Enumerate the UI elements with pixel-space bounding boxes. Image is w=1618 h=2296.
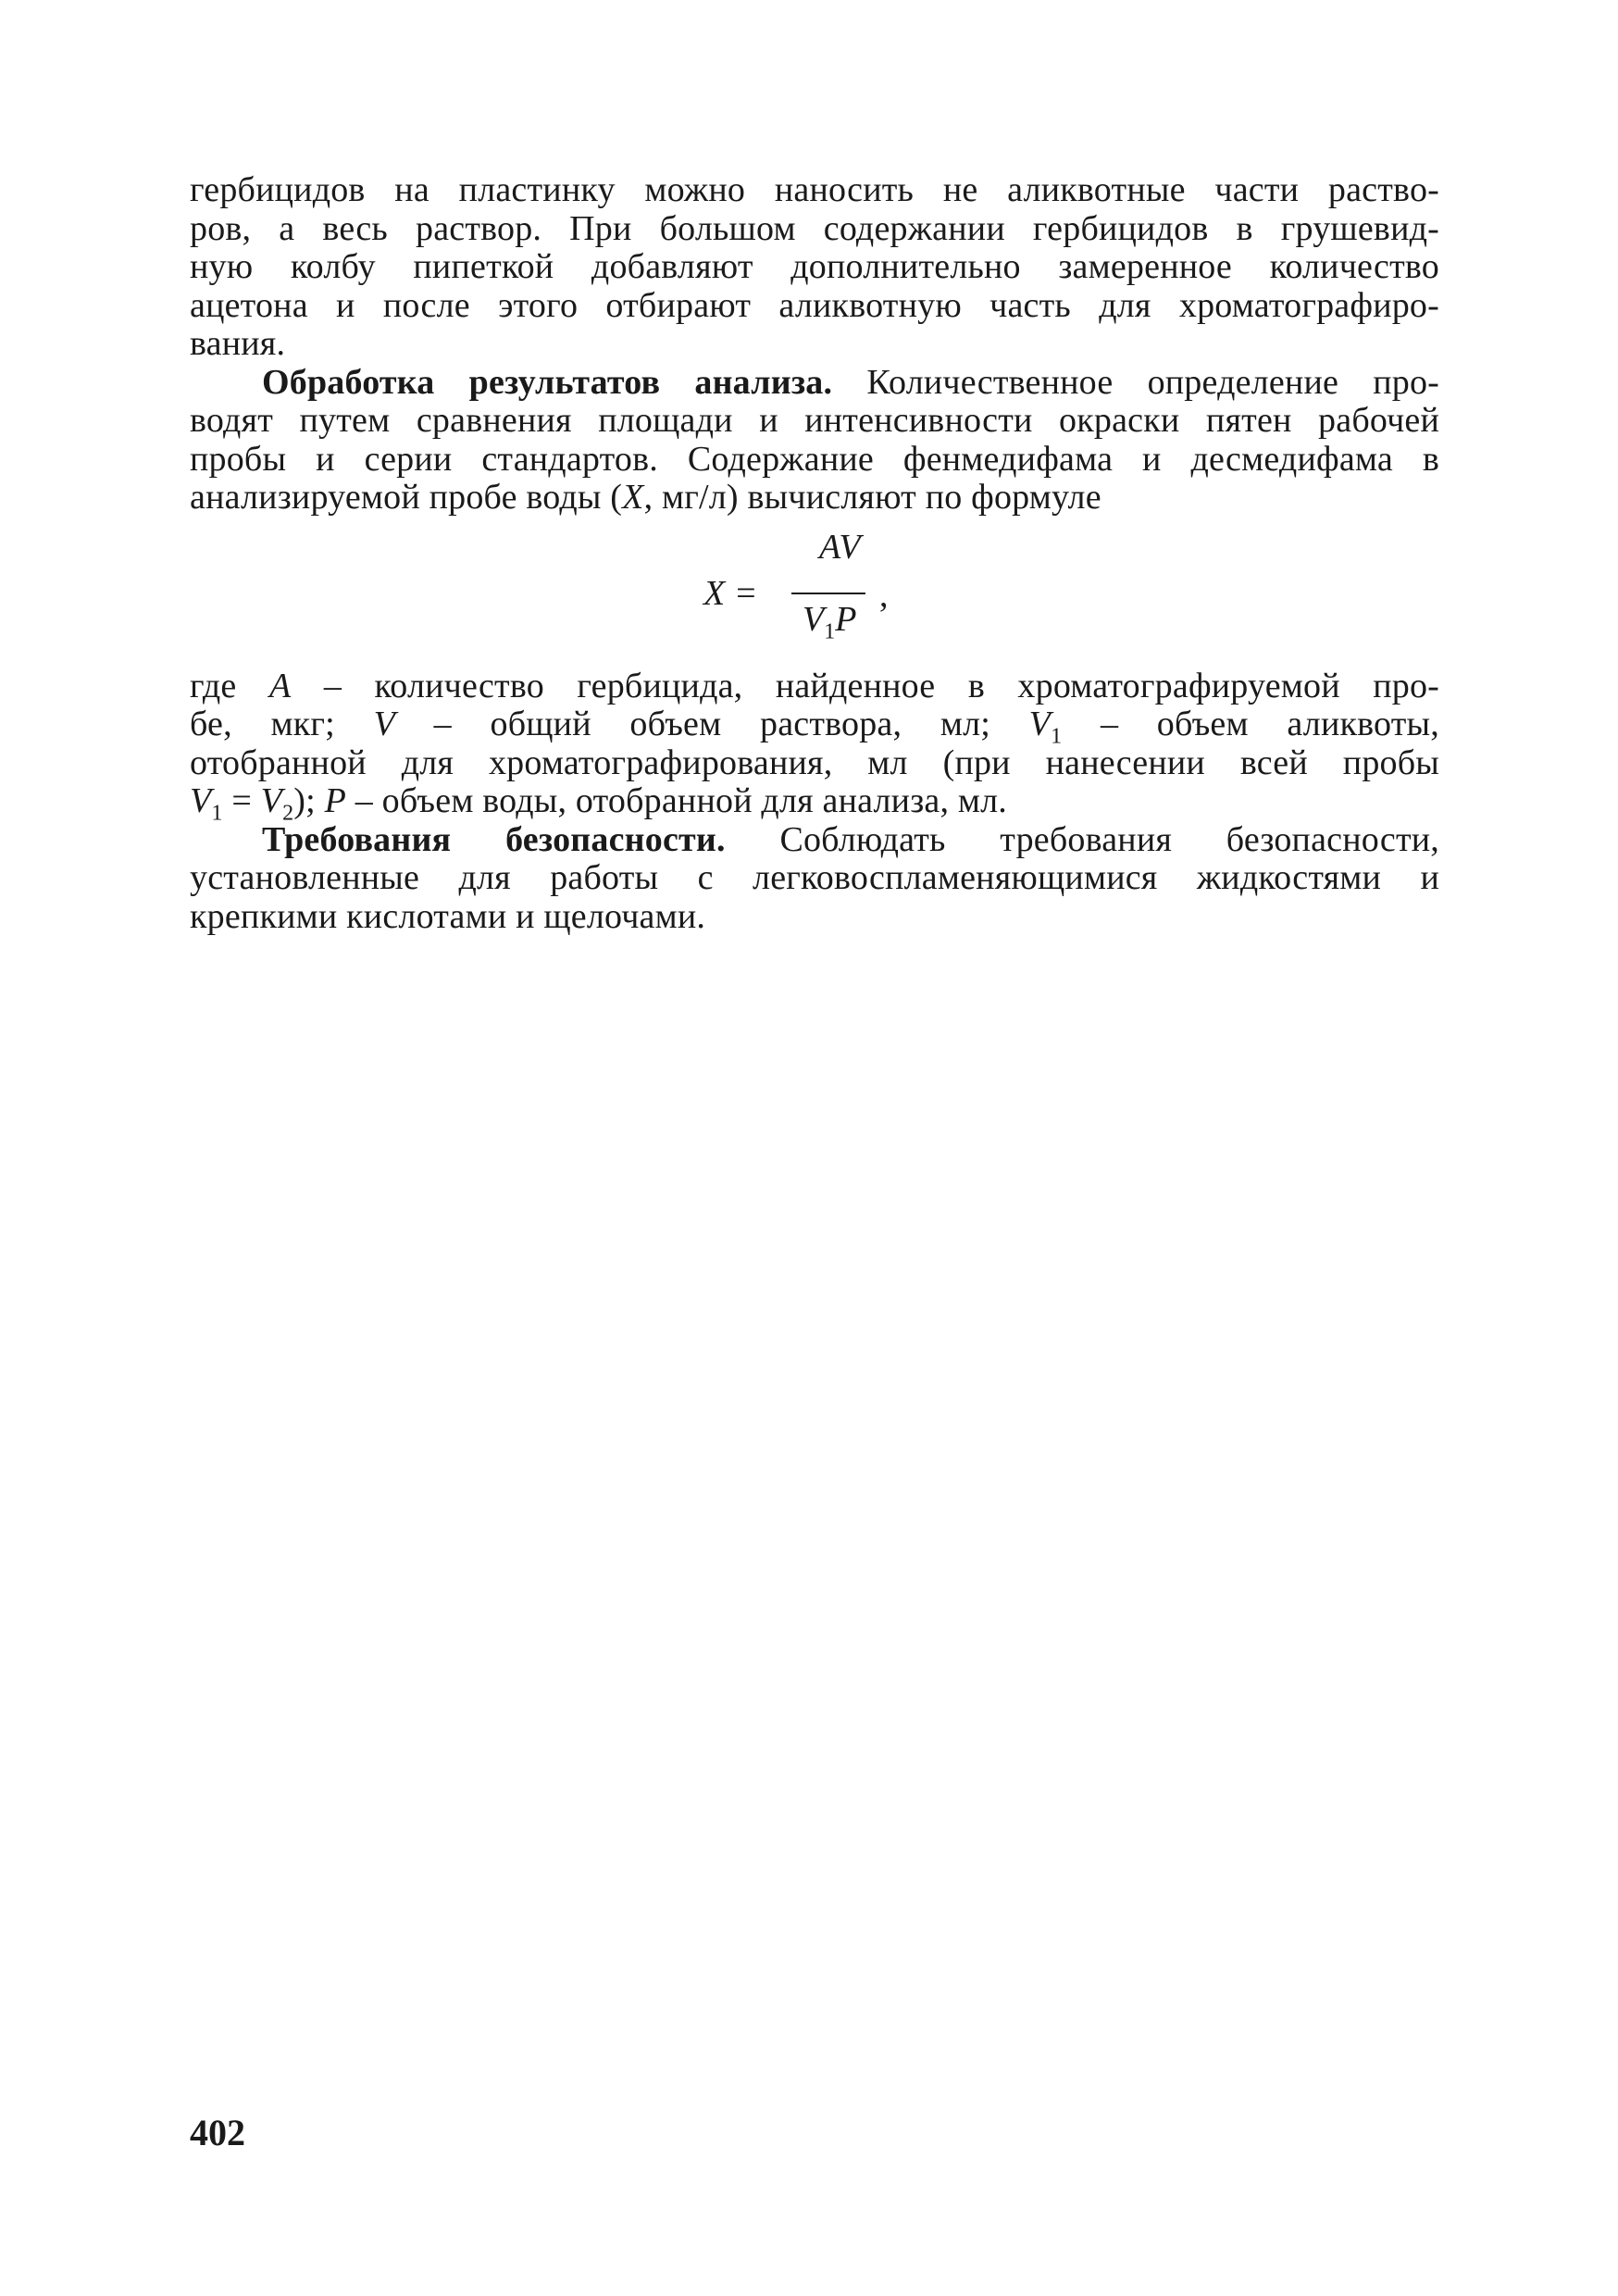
variable-v: V: [373, 705, 395, 743]
text-line: гербицидов на пластинку можно наносить не аликвотные части раство-: [190, 170, 1439, 209]
denom-var: V: [803, 599, 825, 639]
text-line: водят путем сравнения площади и интенсивности окраски пятен рабочей: [190, 401, 1439, 440]
text-line: установленные для работы с легковоспламеняющимися жидкостями и: [190, 858, 1439, 897]
text-span: где: [190, 666, 269, 705]
paragraph-continuation: [190, 171, 1439, 364]
formula: [190, 527, 1439, 666]
variable-x: X: [622, 478, 644, 517]
text-line: [190, 821, 1439, 860]
paragraph-analysis-results: [190, 364, 1439, 518]
denom-sub: 1: [824, 619, 836, 644]
page-number: 402: [190, 2112, 245, 2153]
text-span: – объем аликвоты,: [1062, 705, 1439, 743]
variable-v1: V: [1028, 705, 1052, 743]
text-span: анализируемой пробе воды (: [190, 478, 623, 517]
variable-p: P: [324, 781, 347, 820]
text-line: ную колбу пипеткой добавляют дополнительно замеренное количество: [190, 247, 1439, 286]
paragraph-where: [190, 666, 1439, 826]
text-span: , мг/л) вычисляют по формуле: [643, 478, 1101, 517]
subscript: 1: [1051, 724, 1063, 749]
text-line: ацетона и после этого отбирают аликвотную часть для хроматографиро-: [190, 285, 1439, 325]
text-span: – объем воды, отобранной для анализа, мл.: [346, 781, 1007, 820]
variable-a: A: [268, 666, 292, 705]
text-span: );: [293, 781, 325, 820]
paragraph-safety: [190, 821, 1439, 937]
text-line: [190, 781, 1439, 826]
formula-denominator: [803, 599, 856, 645]
subscript: 1: [211, 801, 223, 826]
text-line: [190, 705, 1439, 749]
text-line: [190, 479, 1439, 518]
text-span: бе, мкг;: [190, 705, 374, 743]
text-line: [190, 668, 1439, 706]
text-line: вания.: [190, 324, 286, 363]
formula-numerator: AV: [819, 527, 861, 567]
text-line: пробы и серии стандартов. Содержание фенмедифама и десмедифама в: [190, 439, 1439, 479]
variable-v1: V: [190, 781, 212, 820]
formula-comma: ,: [879, 575, 889, 615]
text-line: крепкими кислотами и щелочами.: [190, 896, 706, 936]
text-span: – количество гербицида, найденное в хроматографируемой про-: [291, 666, 1439, 705]
text-span: Соблюдать требования безопасности,: [779, 819, 1439, 859]
text-span: Количественное определение про-: [866, 362, 1439, 402]
fraction-bar: [791, 593, 865, 594]
text-line: отобранной для хроматографирования, мл (при нанесении всей пробы: [190, 742, 1439, 782]
text-line: [190, 364, 1439, 403]
section-heading-analysis: Обработка результатов анализа.: [262, 362, 833, 402]
section-heading-safety: Требования безопасности.: [262, 819, 726, 859]
subscript: 2: [282, 801, 294, 826]
text-line: ров, а весь раствор. При большом содержании гербицидов в грушевид-: [190, 208, 1439, 248]
page-body: [190, 171, 1439, 936]
formula-lhs: X =: [703, 573, 758, 613]
denom-tail: P: [835, 599, 857, 639]
text-span: =: [222, 781, 261, 820]
text-span: – общий объем раствора, мл;: [394, 705, 1029, 743]
variable-v2: V: [260, 781, 283, 820]
